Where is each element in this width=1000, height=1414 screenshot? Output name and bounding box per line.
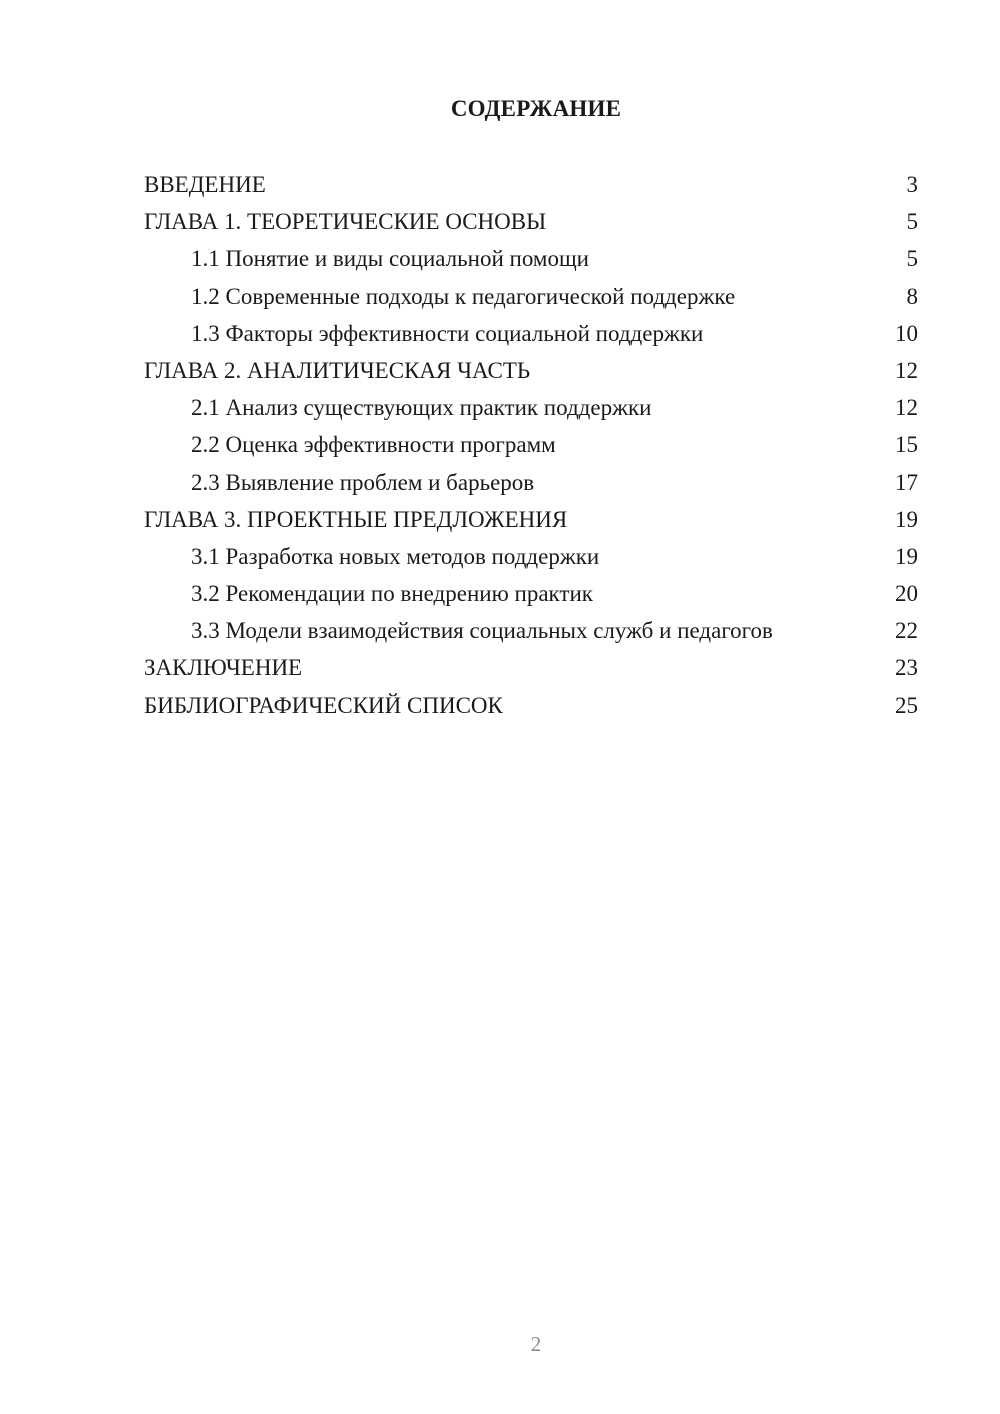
toc-entry-label: 1.1 Понятие и виды социальной помощи [191, 246, 589, 272]
toc-entry-label: 1.2 Современные подходы к педагогической поддержке [191, 283, 736, 309]
toc-entry-label: 3.1 Разработка новых методов поддержки [191, 543, 600, 569]
toc-entry-page: 12 [895, 357, 918, 383]
toc-entry-label: 3.2 Рекомендации по внедрению практик [191, 581, 593, 607]
toc-entry [144, 501, 918, 538]
toc-entry-page: 5 [906, 246, 918, 272]
toc-entry-label: 2.1 Анализ существующих практик поддержки [191, 395, 652, 421]
toc-entry [144, 240, 918, 277]
toc-entry-label: ЗАКЛЮЧЕНИЕ [144, 655, 303, 681]
toc-entry-page: 8 [906, 283, 918, 309]
toc-entry-label: 3.3 Модели взаимодействия социальных служб и педагогов [191, 618, 773, 644]
toc-entry [144, 278, 918, 315]
toc-entry-label: 1.3 Факторы эффективности социальной поддержки [191, 320, 704, 346]
toc-entry-page: 12 [895, 395, 918, 421]
toc-title: СОДЕРЖАНИЕ [450, 96, 622, 121]
page-number: 2 [530, 1332, 542, 1356]
toc-entry [144, 464, 918, 501]
toc-entry-page: 23 [895, 655, 918, 681]
toc-entry-page: 3 [906, 172, 918, 197]
toc-entry-label: ГЛАВА 2. АНАЛИТИЧЕСКАЯ ЧАСТЬ [144, 357, 531, 383]
toc-entry [144, 315, 918, 352]
toc-entry [144, 538, 918, 575]
toc-entry [144, 687, 918, 724]
toc-entry-page: 20 [895, 581, 918, 607]
toc-entry [144, 166, 918, 203]
toc-entry-page: 19 [895, 506, 918, 532]
toc-entry-page: 5 [906, 209, 918, 235]
toc-entry [144, 389, 918, 426]
toc-entry-label: ВВЕДЕНИЕ [144, 172, 266, 197]
toc-entry-label: ГЛАВА 1. ТЕОРЕТИЧЕСКИЕ ОСНОВЫ [144, 209, 547, 235]
toc-entry-label: 2.3 Выявление проблем и барьеров [191, 469, 535, 495]
toc-entry-page: 22 [895, 618, 918, 644]
toc-entry [144, 426, 918, 463]
toc-entry-page: 17 [895, 469, 918, 495]
toc-entry-label: ГЛАВА 3. ПРОЕКТНЫЕ ПРЕДЛОЖЕНИЯ [144, 506, 568, 532]
toc-entry [144, 612, 918, 649]
toc-entry-label: 2.2 Оценка эффективности программ [191, 432, 556, 458]
toc-entry [144, 649, 918, 686]
toc-entry [144, 575, 918, 612]
toc-entry-label: БИБЛИОГРАФИЧЕСКИЙ СПИСОК [144, 692, 503, 718]
table-of-contents [144, 166, 918, 724]
toc-entry [144, 352, 918, 389]
toc-entry-page: 19 [895, 543, 918, 569]
toc-entry-page: 15 [895, 432, 918, 458]
toc-entry-page: 25 [895, 692, 918, 718]
toc-entry [144, 203, 918, 240]
toc-entry-page: 10 [895, 320, 918, 346]
